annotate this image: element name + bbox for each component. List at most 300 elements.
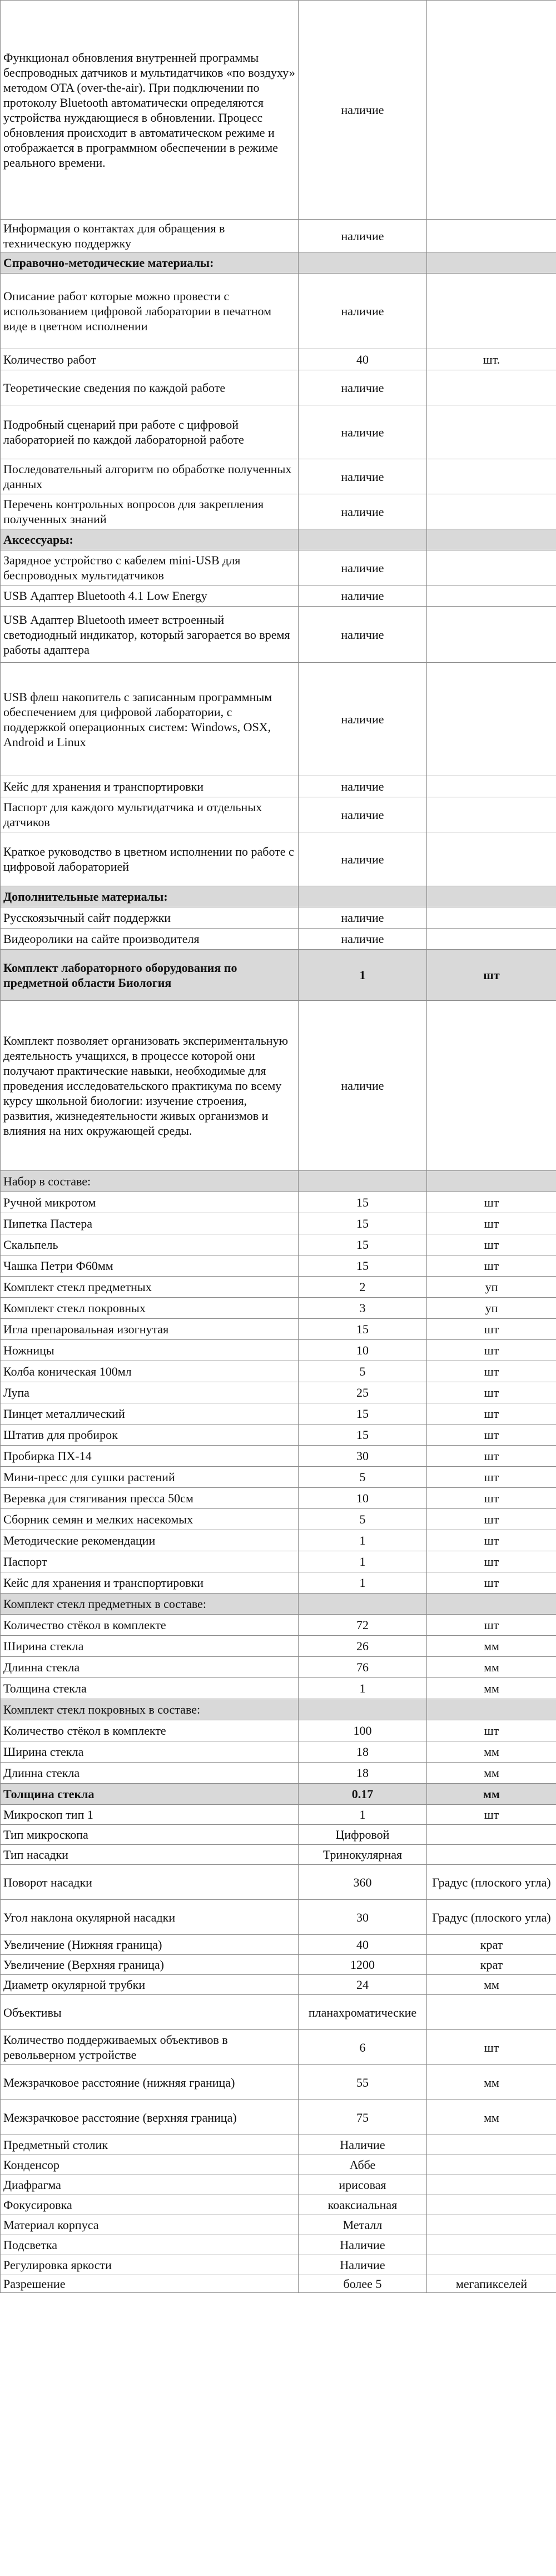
row-value-cell — [299, 776, 427, 797]
row-label: Тип насадки — [3, 1848, 68, 1862]
table-row — [1, 1255, 556, 1277]
row-label: Количество стёкол в комплекте — [3, 1724, 166, 1738]
row-label: Увеличение (Верхняя граница) — [3, 1958, 164, 1972]
row-value: наличие — [341, 1079, 384, 1093]
table-row — [1, 370, 556, 405]
table-row — [1, 2155, 556, 2175]
row-label: USB флеш накопитель с записанным программным обеспечением для цифровой лаборатории, с поддержкой операционных систем: Windows, OSX, Android и Linux — [3, 689, 272, 749]
row-value: более 5 — [343, 2277, 382, 2291]
row-value: наличие — [341, 229, 384, 243]
row-value: 18 — [356, 1766, 369, 1780]
row-value-cell — [299, 607, 427, 663]
row-label: Диафрагма — [3, 2178, 61, 2192]
table-row — [1, 2235, 556, 2255]
row-value: наличие — [341, 560, 384, 575]
table-row — [1, 1001, 556, 1171]
row-label: Лупа — [3, 1386, 29, 1399]
table-row — [1, 1805, 556, 1825]
row-value-cell — [299, 252, 427, 274]
row-value: 55 — [356, 2075, 369, 2089]
row-label: Комплект позволяет организовать экспериментальную деятельность учащихся, в процессе которой они получают практические навыки, необходимые для проведения исследовательского практикума по всему курсу школьной биологии: изучение строения, развития, жизнедеятельности живых организмов и влияния на них окружающей среды. — [3, 1034, 289, 1138]
table-row — [1, 1446, 556, 1467]
row-value: 26 — [356, 1639, 369, 1653]
row-value: 1 — [359, 1808, 366, 1821]
row-unit-cell — [427, 1995, 556, 2030]
row-value: 76 — [356, 1660, 369, 1674]
row-label: Поворот насадки — [3, 1875, 92, 1889]
table-row — [1, 1741, 556, 1763]
row-value-cell — [299, 405, 427, 459]
row-label: Подсветка — [3, 2238, 57, 2252]
row-label-cell — [1, 2155, 299, 2175]
row-unit-cell — [427, 776, 556, 797]
table-row — [1, 1720, 556, 1741]
row-value-cell — [299, 950, 427, 1001]
row-label: Конденсор — [3, 2158, 59, 2172]
row-value-cell — [299, 2155, 427, 2175]
row-unit-cell — [427, 1425, 556, 1446]
row-unit-cell — [427, 1572, 556, 1594]
row-value: 10 — [356, 1491, 369, 1505]
row-value: Тринокулярная — [322, 1848, 403, 1862]
table-row — [1, 797, 556, 832]
table-row — [1, 2275, 556, 2293]
row-value-cell — [299, 1382, 427, 1403]
row-unit-cell — [427, 950, 556, 1001]
row-value-cell — [299, 1403, 427, 1425]
table-row — [1, 607, 556, 663]
row-value-cell — [299, 1509, 427, 1530]
table-row — [1, 2255, 556, 2275]
row-value: ирисовая — [339, 2178, 386, 2192]
row-value: 24 — [356, 1978, 369, 1992]
row-value-cell — [299, 1615, 427, 1636]
row-label-cell — [1, 832, 299, 886]
row-value: 1 — [359, 1681, 366, 1695]
table-row — [1, 529, 556, 550]
row-value: Аббе — [349, 2158, 376, 2172]
row-label: Регулировка яркости — [3, 2258, 112, 2272]
row-label-cell — [1, 2030, 299, 2065]
row-unit-cell — [427, 2235, 556, 2255]
row-label: Комплект стекл покровных в составе: — [3, 1703, 201, 1716]
table-row — [1, 929, 556, 950]
table-row — [1, 1488, 556, 1509]
row-value: 10 — [356, 1343, 369, 1357]
row-label-cell — [1, 2065, 299, 2100]
row-unit: мм — [484, 1745, 499, 1759]
row-value: 40 — [356, 1938, 369, 1952]
row-unit-cell — [427, 797, 556, 832]
table-row — [1, 1382, 556, 1403]
table-row — [1, 1784, 556, 1805]
row-label: Кейс для хранения и транспортировки — [3, 780, 204, 793]
row-unit-cell — [427, 1551, 556, 1572]
row-value: Наличие — [340, 2258, 385, 2272]
row-value: наличие — [341, 469, 384, 484]
row-value: 1 — [359, 968, 366, 982]
row-unit-cell — [427, 1530, 556, 1551]
row-unit-cell — [427, 1467, 556, 1488]
row-unit-cell — [427, 1935, 556, 1955]
row-label: Пробирка ПХ-14 — [3, 1449, 92, 1463]
row-value: наличие — [341, 425, 384, 439]
row-label-cell — [1, 2215, 299, 2235]
table-row — [1, 1403, 556, 1425]
row-unit: шт — [484, 1618, 499, 1632]
row-unit: мм — [483, 1787, 500, 1801]
row-unit: мм — [484, 1978, 499, 1992]
row-label-cell — [1, 529, 299, 550]
row-value: 5 — [359, 1364, 366, 1378]
table-row — [1, 1509, 556, 1530]
row-label: Мини-пресс для сушки растений — [3, 1470, 175, 1484]
row-unit-cell — [427, 1636, 556, 1657]
row-label: Межзрачковое расстояние (нижняя граница) — [3, 2075, 235, 2089]
row-unit: шт — [484, 1217, 499, 1230]
row-label: Игла препаровальная изогнутая — [3, 1322, 169, 1336]
row-value-cell — [299, 1488, 427, 1509]
row-label-cell — [1, 1551, 299, 1572]
row-label: Пинцет металлический — [3, 1407, 125, 1421]
row-value-cell — [299, 2175, 427, 2195]
row-label-cell — [1, 1255, 299, 1277]
row-label: Материал корпуса — [3, 2218, 99, 2232]
row-label-cell — [1, 1171, 299, 1192]
row-unit: мм — [484, 2075, 499, 2089]
table-row — [1, 1657, 556, 1678]
table-row — [1, 886, 556, 907]
row-unit: шт — [484, 1407, 499, 1421]
row-value: 18 — [356, 1745, 369, 1759]
row-value-cell — [299, 1699, 427, 1720]
row-label: Длинна стекла — [3, 1660, 80, 1674]
row-value-cell — [299, 1594, 427, 1615]
row-value: 1 — [359, 1533, 366, 1547]
row-label: Межзрачковое расстояние (верхняя граница) — [3, 2110, 237, 2125]
table-row — [1, 1955, 556, 1975]
table-row — [1, 907, 556, 929]
table-row — [1, 1192, 556, 1213]
row-unit-cell — [427, 252, 556, 274]
table-row — [1, 2135, 556, 2155]
row-value-cell — [299, 1361, 427, 1382]
row-unit-cell — [427, 1657, 556, 1678]
row-unit: мегапикселей — [455, 2277, 528, 2291]
row-unit-cell — [427, 1825, 556, 1845]
row-unit-cell — [427, 1340, 556, 1361]
row-label-cell — [1, 2255, 299, 2275]
row-unit-cell — [427, 1975, 556, 1995]
table-row — [1, 1213, 556, 1234]
row-unit: шт — [483, 968, 500, 982]
row-label: Угол наклона окулярной насадки — [3, 1910, 176, 1924]
row-label-cell — [1, 252, 299, 274]
row-value: наличие — [341, 852, 384, 866]
row-unit-cell — [427, 2175, 556, 2195]
row-value-cell — [299, 2065, 427, 2100]
row-value: 360 — [353, 1875, 372, 1889]
row-unit-cell — [427, 1001, 556, 1171]
table-row — [1, 2215, 556, 2235]
row-unit-cell — [427, 2155, 556, 2175]
row-label: Объективы — [3, 2005, 62, 2019]
row-label-cell — [1, 2195, 299, 2215]
row-unit-cell — [427, 2215, 556, 2235]
table-row — [1, 1319, 556, 1340]
row-label-cell — [1, 459, 299, 494]
row-label: Видеоролики на сайте производителя — [3, 932, 200, 946]
row-unit: шт — [484, 1512, 499, 1526]
row-value: наличие — [341, 627, 384, 642]
row-label: Толщина стекла — [3, 1681, 87, 1695]
row-label: Ножницы — [3, 1343, 54, 1357]
row-unit-cell — [427, 2100, 556, 2135]
row-label-cell — [1, 776, 299, 797]
table-row — [1, 1615, 556, 1636]
row-unit: мм — [484, 2110, 499, 2125]
row-unit: крат — [480, 1958, 503, 1972]
table-row — [1, 2065, 556, 2100]
row-value: 15 — [356, 1217, 369, 1230]
row-unit-cell — [427, 349, 556, 370]
row-value-cell — [299, 370, 427, 405]
row-value-cell — [299, 907, 427, 929]
row-unit: крат — [480, 1938, 503, 1952]
row-unit: мм — [484, 1681, 499, 1695]
row-label-cell — [1, 1298, 299, 1319]
row-label: USB Адаптер Bluetooth имеет встроенный светодиодный индикатор, который загорается во время работы адаптера — [3, 612, 290, 657]
row-unit: уп — [485, 1280, 498, 1294]
row-value-cell — [299, 2100, 427, 2135]
row-value-cell — [299, 1720, 427, 1741]
row-unit-cell — [427, 1488, 556, 1509]
table-row — [1, 1865, 556, 1900]
row-value: наличие — [341, 304, 384, 318]
row-unit-cell — [427, 1865, 556, 1900]
row-value-cell — [299, 1900, 427, 1935]
row-value-cell — [299, 1, 427, 220]
row-unit-cell — [427, 1171, 556, 1192]
row-value: наличие — [341, 911, 384, 925]
row-value-cell — [299, 220, 427, 252]
row-unit-cell — [427, 494, 556, 529]
row-value-cell — [299, 1975, 427, 1995]
row-unit: Градус (плоского угла) — [432, 1875, 551, 1889]
row-unit: шт — [484, 1364, 499, 1378]
row-label-cell — [1, 1001, 299, 1171]
row-value-cell — [299, 1865, 427, 1900]
row-unit-cell — [427, 1763, 556, 1784]
row-unit: шт — [484, 1555, 499, 1569]
row-value-cell — [299, 1551, 427, 1572]
row-label: Ручной микротом — [3, 1195, 96, 1209]
row-value-cell — [299, 529, 427, 550]
row-value-cell — [299, 1935, 427, 1955]
table-row — [1, 776, 556, 797]
row-label-cell — [1, 1361, 299, 1382]
row-label: Ширина стекла — [3, 1639, 84, 1653]
table-row — [1, 1234, 556, 1255]
row-value-cell — [299, 1001, 427, 1171]
row-unit: мм — [484, 1766, 499, 1780]
row-value: 1 — [359, 1555, 366, 1569]
row-label: Колба коническая 100мл — [3, 1364, 132, 1378]
row-label-cell — [1, 1277, 299, 1298]
row-label-cell — [1, 2275, 299, 2293]
row-label-cell — [1, 1865, 299, 1900]
table-row — [1, 1678, 556, 1699]
row-label: Дополнительные материалы: — [3, 890, 168, 904]
row-value-cell — [299, 1319, 427, 1340]
row-unit: шт — [484, 1322, 499, 1336]
row-value-cell — [299, 832, 427, 886]
row-label-cell — [1, 1900, 299, 1935]
table-row — [1, 2030, 556, 2065]
row-label-cell — [1, 1845, 299, 1865]
table-row — [1, 405, 556, 459]
table-row — [1, 2175, 556, 2195]
row-value: 1200 — [350, 1958, 375, 1972]
row-unit-cell — [427, 1805, 556, 1825]
row-value-cell — [299, 1955, 427, 1975]
row-label-cell — [1, 2100, 299, 2135]
row-unit-cell — [427, 1509, 556, 1530]
row-label: Набор в составе: — [3, 1174, 91, 1188]
row-label-cell — [1, 1403, 299, 1425]
row-value-cell — [299, 1192, 427, 1213]
row-label-cell — [1, 1446, 299, 1467]
row-unit-cell — [427, 220, 556, 252]
table-row — [1, 2100, 556, 2135]
row-unit-cell — [427, 1720, 556, 1741]
row-unit: шт — [484, 1386, 499, 1399]
row-unit-cell — [427, 1741, 556, 1763]
table-row — [1, 1900, 556, 1935]
row-label: Диаметр окулярной трубки — [3, 1978, 146, 1992]
row-label-cell — [1, 585, 299, 607]
row-unit: шт — [484, 1259, 499, 1273]
row-label-cell — [1, 550, 299, 585]
row-value-cell — [299, 1171, 427, 1192]
row-unit-cell — [427, 1277, 556, 1298]
row-unit: шт — [484, 1808, 499, 1821]
row-unit-cell — [427, 550, 556, 585]
row-unit: шт — [484, 1449, 499, 1463]
row-unit-cell — [427, 1361, 556, 1382]
row-value: 15 — [356, 1195, 369, 1209]
row-value-cell — [299, 550, 427, 585]
table-row — [1, 1825, 556, 1845]
table-row — [1, 1, 556, 220]
row-value: 40 — [356, 353, 369, 366]
row-value: Наличие — [340, 2238, 385, 2252]
row-label-cell — [1, 1657, 299, 1678]
row-value-cell — [299, 1467, 427, 1488]
row-unit-cell — [427, 1900, 556, 1935]
row-label: Микроскоп тип 1 — [3, 1808, 93, 1821]
row-value-cell — [299, 1763, 427, 1784]
row-label-cell — [1, 349, 299, 370]
row-value-cell — [299, 1678, 427, 1699]
row-unit-cell — [427, 1298, 556, 1319]
row-label-cell — [1, 1805, 299, 1825]
table-row — [1, 220, 556, 252]
table-row — [1, 2195, 556, 2215]
row-value-cell — [299, 1298, 427, 1319]
row-unit-cell — [427, 459, 556, 494]
row-label: Паспорт для каждого мультидатчика и отдельных датчиков — [3, 800, 262, 829]
row-value: наличие — [341, 932, 384, 946]
row-value: 3 — [359, 1301, 366, 1315]
row-label: Теоретические сведения по каждой работе — [3, 380, 226, 395]
row-unit: Градус (плоского угла) — [432, 1910, 551, 1924]
row-value: наличие — [341, 712, 384, 726]
row-value-cell — [299, 1277, 427, 1298]
row-unit: мм — [484, 1660, 499, 1674]
row-unit: шт — [484, 2040, 499, 2054]
table-row — [1, 1594, 556, 1615]
row-unit-cell — [427, 607, 556, 663]
row-label-cell — [1, 1825, 299, 1845]
row-label-cell — [1, 494, 299, 529]
row-value-cell — [299, 2195, 427, 2215]
row-unit-cell — [427, 1213, 556, 1234]
row-unit-cell — [427, 1845, 556, 1865]
table-row — [1, 1298, 556, 1319]
row-value-cell — [299, 1340, 427, 1361]
row-value-cell — [299, 2255, 427, 2275]
row-value: Металл — [342, 2218, 383, 2232]
row-label-cell — [1, 1955, 299, 1975]
table-row — [1, 459, 556, 494]
row-label: Ширина стекла — [3, 1745, 84, 1759]
table-row — [1, 1361, 556, 1382]
row-label-cell — [1, 1425, 299, 1446]
row-label-cell — [1, 1488, 299, 1509]
spec-table-body — [1, 1, 556, 2293]
table-row — [1, 252, 556, 274]
row-value: 15 — [356, 1322, 369, 1336]
row-value: наличие — [341, 504, 384, 519]
row-unit: шт — [484, 1533, 499, 1547]
row-unit: шт — [484, 1428, 499, 1442]
row-unit-cell — [427, 1446, 556, 1467]
row-unit-cell — [427, 1784, 556, 1805]
row-label: Русскоязычный сайт поддержки — [3, 911, 171, 925]
table-row — [1, 1530, 556, 1551]
row-label-cell — [1, 1615, 299, 1636]
row-unit-cell — [427, 886, 556, 907]
table-row — [1, 1551, 556, 1572]
table-row — [1, 1699, 556, 1720]
row-value-cell — [299, 349, 427, 370]
row-value: 5 — [359, 1470, 366, 1484]
row-unit-cell — [427, 1, 556, 220]
row-value-cell — [299, 2275, 427, 2293]
row-value-cell — [299, 1825, 427, 1845]
table-row — [1, 1277, 556, 1298]
table-row — [1, 832, 556, 886]
row-label: Кейс для хранения и транспортировки — [3, 1576, 204, 1590]
row-label: Информация о контактах для обращения в техническую поддержку — [3, 221, 225, 250]
row-label-cell — [1, 607, 299, 663]
row-value-cell — [299, 1234, 427, 1255]
row-value: Наличие — [340, 2138, 385, 2152]
row-unit: шт — [484, 1195, 499, 1209]
row-label-cell — [1, 1995, 299, 2030]
table-row — [1, 1935, 556, 1955]
